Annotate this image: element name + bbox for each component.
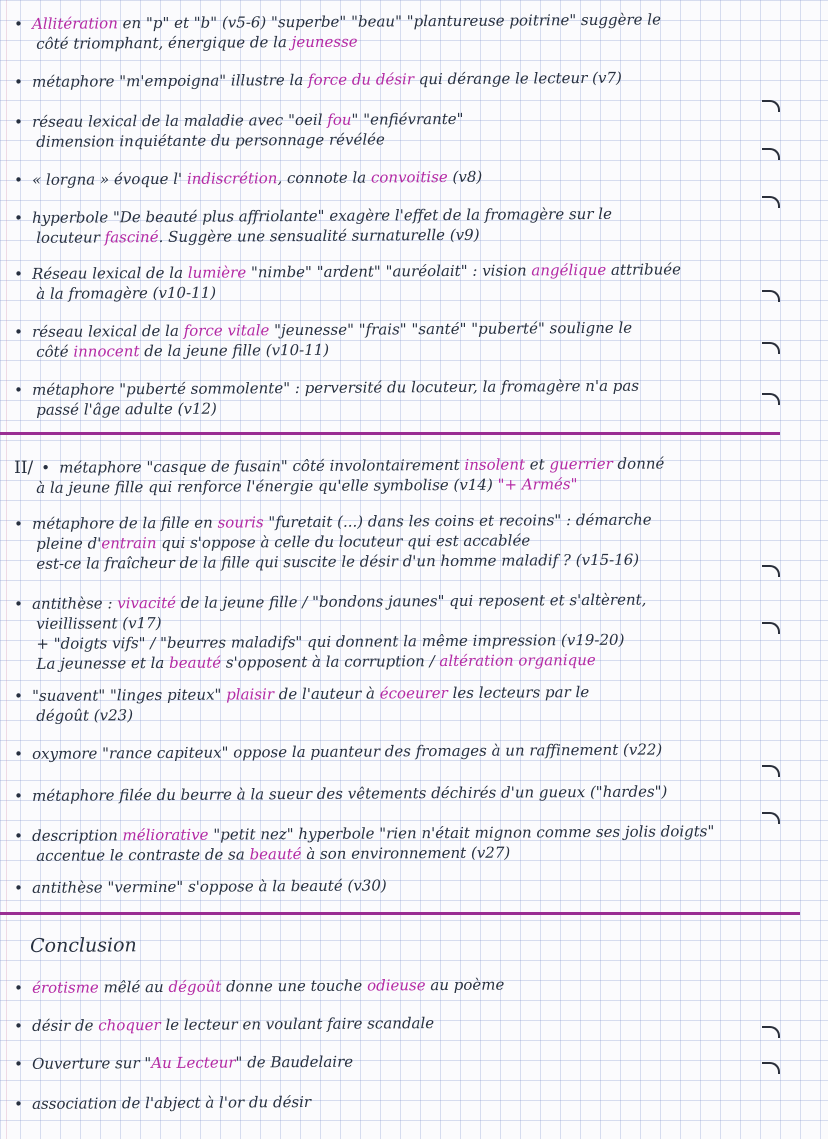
note-item — [14, 680, 804, 726]
highlighted-text: angélique — [531, 260, 607, 280]
bullet-icon: • — [41, 458, 51, 477]
note-text: côté — [36, 342, 74, 361]
bullet-icon: • — [14, 1094, 23, 1113]
note-text: (v8) — [447, 167, 483, 186]
note-text: "petit nez" hyperbole "rien n'était mignon comme ses jolis doigts" — [208, 822, 715, 844]
note-text: en "p" et "b" (v5-6) "superbe" "beau" "plantureuse poitrine" suggère le — [117, 10, 661, 33]
note-item — [14, 374, 804, 420]
note-text: La jeunesse et la — [36, 653, 170, 673]
note-text: à la jeune fille qui renforce l'énergie qu'elle symbolise (v14) — [36, 475, 498, 497]
note-text: « lorgna » évoque l' — [32, 169, 187, 189]
highlighted-text: altération organique — [439, 650, 596, 671]
note-text: hyperbole "De beauté plus affriolante" exagère l'effet de la fromagère sur le — [32, 204, 612, 227]
note-text: + "doigts vifs" / "beurres maladifs" qui donnent la même impression (v19-20) — [36, 630, 625, 653]
note-line — [14, 548, 804, 574]
bracket-mark — [762, 196, 780, 208]
note-text: qui s'oppose à celle du locuteur qui est accablée — [156, 531, 531, 553]
note-item — [14, 164, 804, 190]
page-margin-line — [6, 0, 7, 1139]
note-line — [14, 1010, 804, 1036]
highlighted-text: odieuse — [366, 976, 426, 995]
highlighted-text: plaisir — [226, 685, 275, 704]
note-item — [14, 66, 804, 92]
note-text: vieillissent (v17) — [36, 613, 162, 633]
note-line — [14, 472, 804, 498]
note-item — [14, 972, 804, 998]
highlighted-text: Au Lecteur — [151, 1053, 236, 1073]
section-label: II/ — [14, 457, 34, 478]
bullet-icon: • — [14, 112, 23, 131]
highlighted-text: guerrier — [549, 454, 613, 474]
note-text: métaphore "puberté sommolente" : perversité du locuteur, la fromagère n'a pas — [32, 376, 640, 399]
note-text: les lecteurs par le — [447, 682, 590, 702]
note-line — [14, 1048, 804, 1074]
section-divider-2 — [0, 912, 800, 915]
note-text: s'opposent à la corruption / — [221, 652, 440, 672]
note-text: attribuée — [606, 260, 682, 279]
note-line — [14, 394, 804, 420]
bullet-icon: • — [14, 1016, 23, 1035]
bullet-icon: • — [14, 744, 23, 763]
note-item — [14, 202, 804, 248]
note-text: désir de — [32, 1016, 99, 1035]
conclusion-title: Conclusion — [29, 934, 137, 957]
note-text: " "enfiévrante" — [351, 109, 464, 129]
note-text: association de l'abject à l'or du désir — [32, 1092, 312, 1113]
note-text: est-ce la fraîcheur de la fille qui suscite le désir d'un homme maladif ? (v15-16) — [36, 550, 640, 573]
note-item — [14, 452, 804, 498]
bullet-icon: • — [14, 514, 23, 533]
note-line — [14, 1088, 804, 1114]
note-item — [14, 1010, 804, 1036]
note-item — [14, 1048, 804, 1074]
highlighted-text: beauté — [249, 844, 302, 864]
highlighted-text: "+ Armés" — [497, 475, 578, 494]
highlighted-text: convoitise — [370, 167, 448, 187]
note-text: à son environnement (v27) — [301, 843, 511, 863]
note-line — [14, 336, 804, 362]
note-text: "suavent" "linges piteux" — [32, 685, 227, 705]
note-text: accentue le contraste de sa — [36, 845, 250, 865]
note-text: antithèse : — [32, 594, 118, 613]
note-line — [14, 780, 804, 806]
note-text: "furetait (...) dans les coins et recoins" : démarche — [263, 510, 652, 532]
note-item — [14, 258, 804, 304]
note-text: qui dérange le lecteur (v7) — [413, 68, 622, 89]
note-line — [14, 738, 804, 764]
note-text: métaphore de la fille en — [32, 513, 218, 533]
bracket-mark — [762, 812, 780, 824]
note-text: " de Baudelaire — [235, 1052, 354, 1072]
highlighted-text: lumière — [187, 263, 247, 282]
highlighted-text: force du désir — [307, 70, 415, 89]
note-text: donné — [612, 454, 665, 473]
note-line — [14, 28, 804, 54]
note-line — [14, 126, 804, 152]
note-item — [14, 316, 804, 362]
note-text: . Suggère une sensualité surnaturelle (v9) — [158, 225, 480, 246]
highlighted-text: méliorative — [122, 825, 209, 845]
bullet-icon: • — [14, 14, 23, 33]
note-item — [14, 588, 805, 674]
highlighted-text: indiscrétion — [186, 169, 278, 188]
highlighted-text: souris — [217, 513, 264, 532]
note-text: et — [524, 455, 550, 474]
note-line — [14, 164, 804, 190]
note-item — [14, 872, 804, 898]
note-text: de l'auteur à — [273, 684, 380, 704]
note-text: "nimbe" "ardent" "auréolait" : vision — [246, 261, 532, 282]
highlighted-text: fasciné — [104, 227, 159, 247]
note-text: de la jeune fille / "bondons jaunes" qui reposent et s'altèrent, — [175, 590, 647, 612]
note-text: côté triomphant, énergique de la — [36, 33, 292, 53]
note-text: donne une touche — [221, 976, 368, 996]
note-line — [14, 648, 804, 674]
note-text: de la jeune fille (v10-11) — [139, 340, 330, 361]
note-item — [14, 8, 804, 54]
note-text: réseau lexical de la maladie avec "oeil — [32, 110, 328, 131]
note-line — [14, 700, 804, 726]
highlighted-text: fou — [327, 110, 352, 129]
note-text: pleine d' — [36, 534, 102, 553]
note-text: métaphore filée du beurre à la sueur des vêtements déchirés d'un gueux ("hardes") — [32, 782, 668, 805]
bullet-icon: • — [14, 264, 23, 283]
bullet-icon: • — [14, 170, 23, 189]
bullet-icon: • — [14, 208, 23, 227]
note-text: oxymore "rance capiteux" oppose la puanteur des fromages à un raffinement (v22) — [32, 740, 663, 763]
note-text: au poème — [425, 975, 505, 995]
note-text: description — [32, 826, 123, 845]
bullet-icon: • — [14, 1054, 23, 1073]
bullet-icon: • — [14, 322, 23, 341]
bullet-icon: • — [14, 380, 23, 399]
bullet-icon: • — [14, 786, 23, 805]
note-text: le lecteur en voulant faire scandale — [160, 1014, 435, 1034]
note-text: antithèse "vermine" s'oppose à la beauté (v30) — [32, 876, 387, 897]
note-line — [14, 222, 804, 248]
note-text: , connote la — [277, 168, 372, 188]
bullet-icon: • — [14, 878, 23, 897]
note-line — [14, 278, 804, 304]
note-text: locuteur — [36, 228, 105, 247]
bullet-icon: • — [14, 686, 23, 705]
note-text: réseau lexical de la — [32, 321, 184, 341]
highlighted-text: dégoût — [168, 977, 222, 996]
highlighted-text: force vitale — [183, 321, 270, 340]
section-divider-1 — [0, 432, 780, 435]
note-line — [14, 972, 804, 998]
highlighted-text: innocent — [73, 342, 140, 361]
note-text: dégoût (v23) — [36, 706, 134, 725]
highlighted-text: entrain — [101, 534, 157, 553]
note-text: mêlé au — [98, 977, 169, 997]
note-item — [14, 1088, 804, 1114]
bullet-icon: • — [14, 72, 23, 91]
bracket-mark — [762, 148, 780, 160]
highlighted-text: insolent — [464, 455, 526, 474]
bracket-mark — [762, 100, 780, 112]
note-text: Réseau lexical de la — [32, 263, 188, 283]
highlighted-text: érotisme — [32, 978, 99, 997]
note-text: dimension inquiétante du personnage révélée — [36, 130, 385, 151]
highlighted-text: choquer — [98, 1015, 161, 1035]
note-item — [14, 508, 804, 574]
note-text: Ouverture sur " — [32, 1054, 152, 1073]
bracket-mark — [762, 765, 780, 777]
note-line — [14, 872, 804, 898]
note-line — [14, 840, 804, 866]
note-item — [14, 738, 804, 764]
note-text: métaphore "m'empoigna" illustre la — [32, 70, 309, 91]
note-text: passé l'âge adulte (v12) — [36, 399, 217, 419]
note-text: "jeunesse" "frais" "santé" "puberté" souligne le — [269, 318, 633, 340]
note-text: à la fromagère (v10-11) — [36, 283, 217, 303]
note-item — [14, 820, 804, 866]
highlighted-text: Allitération — [32, 14, 118, 33]
note-item — [14, 106, 804, 152]
highlighted-text: beauté — [169, 653, 222, 672]
note-item — [14, 780, 804, 806]
bullet-icon: • — [14, 594, 23, 613]
bullet-icon: • — [14, 826, 23, 845]
highlighted-text: jeunesse — [291, 32, 358, 52]
highlighted-text: vivacité — [117, 593, 177, 613]
note-line — [14, 66, 804, 92]
highlighted-text: écoeurer — [379, 683, 448, 703]
note-text: métaphore "casque de fusain" côté involontairement — [59, 455, 465, 477]
bullet-icon: • — [14, 978, 23, 997]
